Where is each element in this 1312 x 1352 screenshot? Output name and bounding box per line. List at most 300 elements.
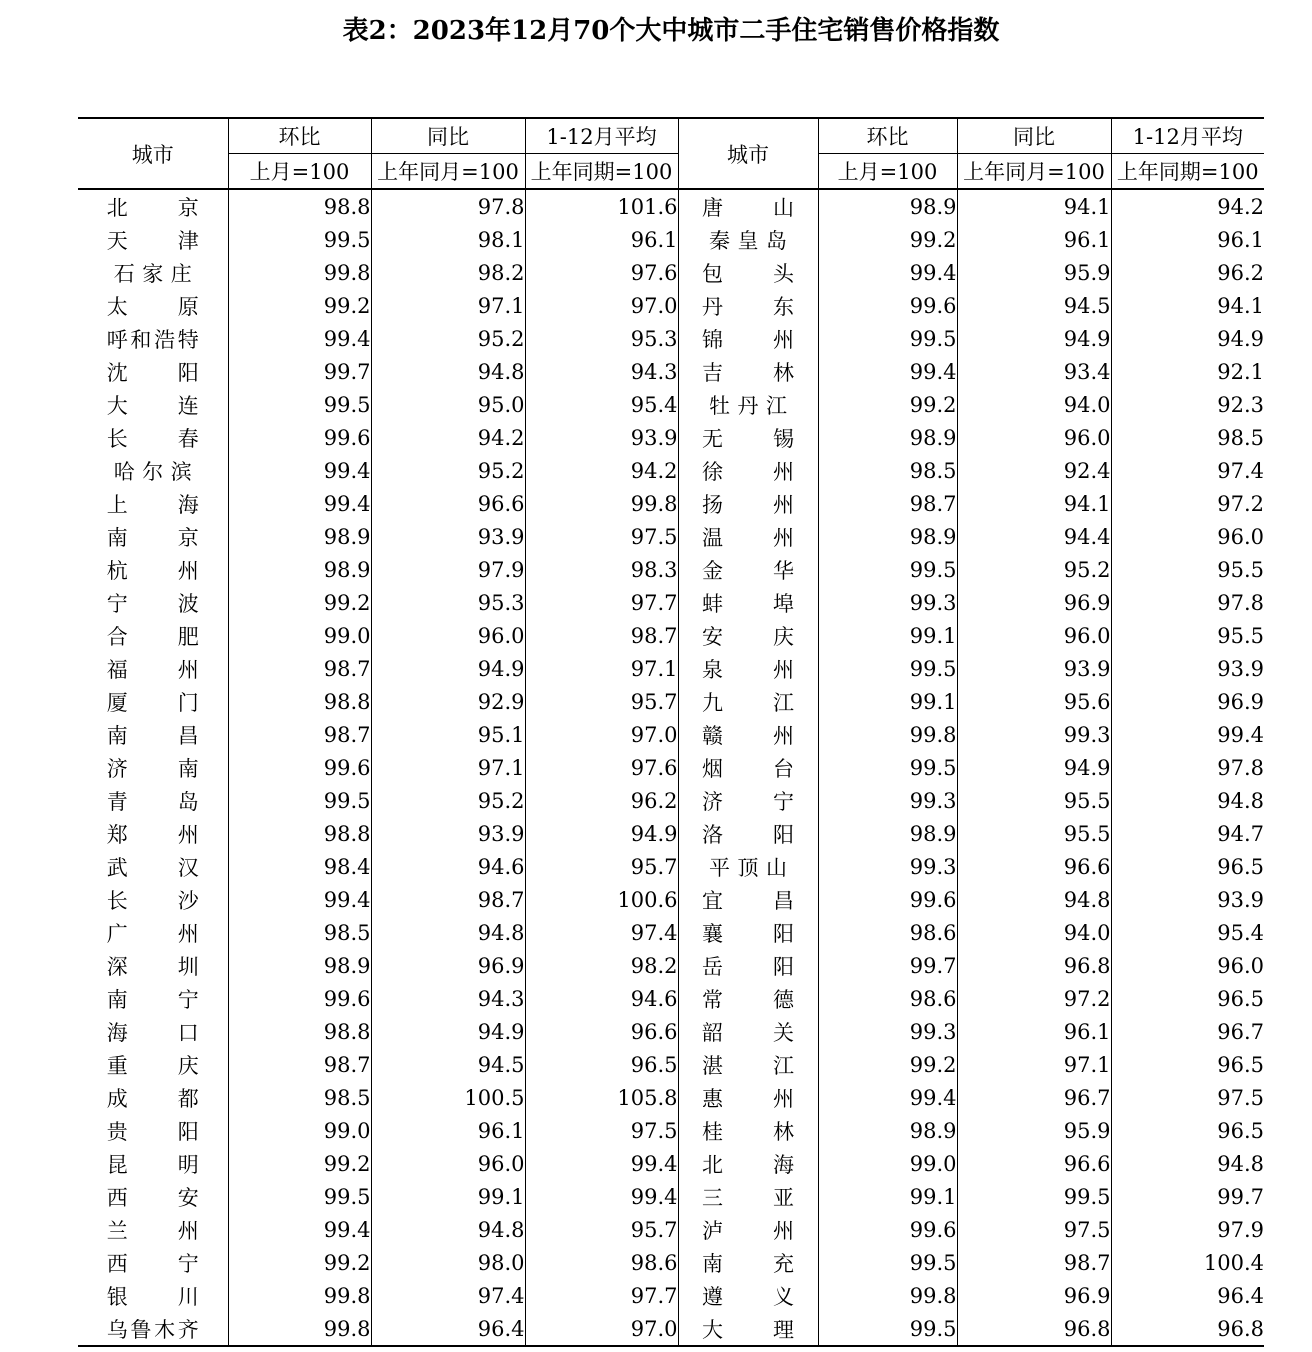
- header-city-left: 城市: [78, 118, 228, 189]
- city-cell-right: [678, 586, 818, 619]
- yoy-value-left: 98.7: [371, 883, 525, 916]
- avg-value-right: 94.8: [1111, 1147, 1264, 1180]
- avg-value-right: 94.9: [1111, 322, 1264, 355]
- yoy-value-left: 93.9: [371, 520, 525, 553]
- city-name: 宜昌: [702, 888, 794, 913]
- city-name: 洛阳: [702, 822, 794, 847]
- avg-value-right: 97.5: [1111, 1081, 1264, 1114]
- avg-value-right: 92.3: [1111, 388, 1264, 421]
- mom-value-right: 99.5: [818, 1312, 957, 1346]
- avg-value-right: 94.8: [1111, 784, 1264, 817]
- city-name: 武汉: [106, 855, 199, 880]
- table-row: [78, 1180, 1264, 1213]
- city-name: 沈阳: [106, 360, 199, 385]
- city-name: 常德: [702, 987, 794, 1012]
- mom-value-left: 99.4: [228, 1213, 371, 1246]
- mom-value-left: 98.4: [228, 850, 371, 883]
- yoy-value-right: 96.7: [957, 1081, 1111, 1114]
- mom-value-right: 99.3: [818, 1015, 957, 1048]
- avg-value-right: 97.8: [1111, 586, 1264, 619]
- mom-value-right: 99.8: [818, 1279, 957, 1312]
- city-name: 天津: [106, 228, 199, 253]
- city-cell-right: [678, 1114, 818, 1147]
- avg-value-right: 94.1: [1111, 289, 1264, 322]
- yoy-value-right: 94.5: [957, 289, 1111, 322]
- header-yoy-base-left: 上年同月=100: [371, 154, 525, 190]
- yoy-value-left: 92.9: [371, 685, 525, 718]
- city-name: 安庆: [702, 624, 794, 649]
- yoy-value-right: 99.5: [957, 1180, 1111, 1213]
- mom-value-right: 99.5: [818, 652, 957, 685]
- avg-value-right: 95.4: [1111, 916, 1264, 949]
- table-row: [78, 256, 1264, 289]
- avg-value-left: 95.7: [525, 685, 678, 718]
- yoy-value-left: 94.9: [371, 652, 525, 685]
- city-name: 丹东: [702, 294, 794, 319]
- table-body: [78, 189, 1264, 1346]
- avg-value-right: 96.0: [1111, 520, 1264, 553]
- mom-value-right: 98.9: [818, 189, 957, 223]
- table-row: [78, 652, 1264, 685]
- city-cell-right: [678, 553, 818, 586]
- mom-value-right: 99.4: [818, 256, 957, 289]
- city-cell-right: [678, 883, 818, 916]
- table-row: [78, 421, 1264, 454]
- city-cell-left: [78, 619, 228, 652]
- avg-value-right: 96.5: [1111, 1114, 1264, 1147]
- mom-value-left: 98.8: [228, 189, 371, 223]
- city-cell-left: [78, 1147, 228, 1180]
- table-row: [78, 553, 1264, 586]
- mom-value-right: 99.1: [818, 619, 957, 652]
- avg-value-right: 96.5: [1111, 1048, 1264, 1081]
- header-city-right: 城市: [678, 118, 818, 189]
- mom-value-left: 99.2: [228, 1246, 371, 1279]
- city-name: 桂林: [702, 1119, 794, 1144]
- mom-value-left: 99.8: [228, 1279, 371, 1312]
- mom-value-left: 99.4: [228, 454, 371, 487]
- mom-value-right: 99.3: [818, 850, 957, 883]
- yoy-value-right: 94.0: [957, 388, 1111, 421]
- city-name: 福州: [106, 657, 199, 682]
- city-cell-left: [78, 685, 228, 718]
- city-cell-right: [678, 1180, 818, 1213]
- table-row: [78, 355, 1264, 388]
- mom-value-left: 99.4: [228, 487, 371, 520]
- avg-value-left: 94.9: [525, 817, 678, 850]
- mom-value-right: 99.2: [818, 223, 957, 256]
- mom-value-left: 99.5: [228, 784, 371, 817]
- city-name: 广州: [106, 921, 199, 946]
- table-row: [78, 487, 1264, 520]
- yoy-value-left: 96.6: [371, 487, 525, 520]
- city-name: 金华: [702, 558, 794, 583]
- mom-value-right: 99.8: [818, 718, 957, 751]
- table-row: [78, 850, 1264, 883]
- city-cell-right: [678, 982, 818, 1015]
- city-cell-right: [678, 256, 818, 289]
- city-cell-left: [78, 454, 228, 487]
- avg-value-left: 99.8: [525, 487, 678, 520]
- avg-value-left: 94.2: [525, 454, 678, 487]
- city-cell-right: [678, 322, 818, 355]
- mom-value-right: 98.6: [818, 916, 957, 949]
- mom-value-right: 98.9: [818, 520, 957, 553]
- avg-value-left: 97.5: [525, 1114, 678, 1147]
- table-row: [78, 916, 1264, 949]
- mom-value-right: 98.9: [818, 421, 957, 454]
- city-name: 烟台: [702, 756, 794, 781]
- table-row: [78, 817, 1264, 850]
- city-name: 南充: [702, 1251, 794, 1276]
- city-name: 石家庄: [113, 261, 192, 286]
- city-name: 岳阳: [702, 954, 794, 979]
- avg-value-left: 100.6: [525, 883, 678, 916]
- city-cell-right: [678, 189, 818, 223]
- mom-value-right: 99.4: [818, 1081, 957, 1114]
- mom-value-left: 98.8: [228, 817, 371, 850]
- city-cell-left: [78, 1081, 228, 1114]
- yoy-value-right: 95.2: [957, 553, 1111, 586]
- yoy-value-right: 95.6: [957, 685, 1111, 718]
- city-cell-right: [678, 916, 818, 949]
- city-cell-right: [678, 289, 818, 322]
- yoy-value-left: 99.1: [371, 1180, 525, 1213]
- mom-value-left: 99.0: [228, 1114, 371, 1147]
- city-cell-left: [78, 916, 228, 949]
- table-row: [78, 1081, 1264, 1114]
- avg-value-left: 98.2: [525, 949, 678, 982]
- city-cell-right: [678, 421, 818, 454]
- mom-value-left: 99.8: [228, 1312, 371, 1346]
- city-name: 合肥: [106, 624, 199, 649]
- city-cell-left: [78, 553, 228, 586]
- yoy-value-right: 96.9: [957, 1279, 1111, 1312]
- header-avg-base-left: 上年同期=100: [525, 154, 678, 190]
- city-cell-left: [78, 982, 228, 1015]
- yoy-value-left: 95.2: [371, 454, 525, 487]
- city-cell-right: [678, 223, 818, 256]
- yoy-value-left: 94.8: [371, 355, 525, 388]
- yoy-value-right: 94.9: [957, 751, 1111, 784]
- yoy-value-right: 96.6: [957, 850, 1111, 883]
- city-name: 宁波: [106, 591, 199, 616]
- avg-value-left: 93.9: [525, 421, 678, 454]
- city-cell-right: [678, 1213, 818, 1246]
- header-yoy-base-right: 上年同月=100: [957, 154, 1111, 190]
- yoy-value-left: 96.9: [371, 949, 525, 982]
- avg-value-right: 99.7: [1111, 1180, 1264, 1213]
- yoy-value-right: 97.2: [957, 982, 1111, 1015]
- city-cell-left: [78, 421, 228, 454]
- avg-value-right: 95.5: [1111, 619, 1264, 652]
- city-name: 乌鲁木齐: [106, 1317, 199, 1342]
- city-name: 赣州: [702, 723, 794, 748]
- city-cell-left: [78, 487, 228, 520]
- mom-value-left: 99.0: [228, 619, 371, 652]
- table-row: [78, 1312, 1264, 1346]
- city-cell-left: [78, 1246, 228, 1279]
- yoy-value-right: 94.0: [957, 916, 1111, 949]
- yoy-value-right: 97.1: [957, 1048, 1111, 1081]
- city-cell-right: [678, 1312, 818, 1346]
- avg-value-left: 105.8: [525, 1081, 678, 1114]
- mom-value-left: 99.6: [228, 751, 371, 784]
- city-cell-right: [678, 784, 818, 817]
- mom-value-left: 98.9: [228, 553, 371, 586]
- mom-value-right: 98.6: [818, 982, 957, 1015]
- yoy-value-right: 96.0: [957, 619, 1111, 652]
- mom-value-left: 99.5: [228, 1180, 371, 1213]
- avg-value-left: 96.5: [525, 1048, 678, 1081]
- city-cell-left: [78, 652, 228, 685]
- yoy-value-left: 97.1: [371, 751, 525, 784]
- avg-value-left: 98.3: [525, 553, 678, 586]
- city-cell-left: [78, 1279, 228, 1312]
- city-name: 西安: [106, 1185, 199, 1210]
- avg-value-right: 92.1: [1111, 355, 1264, 388]
- city-name: 长沙: [106, 888, 199, 913]
- city-name: 济宁: [702, 789, 794, 814]
- city-cell-right: [678, 1048, 818, 1081]
- yoy-value-right: 94.9: [957, 322, 1111, 355]
- yoy-value-left: 94.5: [371, 1048, 525, 1081]
- avg-value-left: 94.6: [525, 982, 678, 1015]
- mom-value-right: 99.2: [818, 388, 957, 421]
- yoy-value-left: 93.9: [371, 817, 525, 850]
- city-name: 泸州: [702, 1218, 794, 1243]
- city-cell-right: [678, 1147, 818, 1180]
- avg-value-left: 94.3: [525, 355, 678, 388]
- avg-value-left: 97.0: [525, 718, 678, 751]
- city-name: 大连: [106, 393, 199, 418]
- city-cell-right: [678, 1081, 818, 1114]
- avg-value-left: 97.5: [525, 520, 678, 553]
- table-row: [78, 1114, 1264, 1147]
- table-row: [78, 1048, 1264, 1081]
- mom-value-right: 99.4: [818, 355, 957, 388]
- city-name: 襄阳: [702, 921, 794, 946]
- yoy-value-right: 96.1: [957, 223, 1111, 256]
- avg-value-left: 97.0: [525, 1312, 678, 1346]
- avg-value-left: 97.4: [525, 916, 678, 949]
- mom-value-left: 99.6: [228, 982, 371, 1015]
- city-cell-right: [678, 1279, 818, 1312]
- yoy-value-left: 94.9: [371, 1015, 525, 1048]
- city-name: 南宁: [106, 987, 199, 1012]
- city-cell-left: [78, 718, 228, 751]
- city-name: 海口: [106, 1020, 199, 1045]
- avg-value-left: 99.4: [525, 1180, 678, 1213]
- avg-value-left: 95.7: [525, 850, 678, 883]
- city-cell-right: [678, 487, 818, 520]
- city-name: 重庆: [106, 1053, 199, 1078]
- avg-value-right: 96.2: [1111, 256, 1264, 289]
- mom-value-left: 98.7: [228, 718, 371, 751]
- avg-value-right: 95.5: [1111, 553, 1264, 586]
- table-row: [78, 388, 1264, 421]
- avg-value-right: 96.5: [1111, 982, 1264, 1015]
- city-name: 成都: [106, 1086, 199, 1111]
- yoy-value-left: 97.4: [371, 1279, 525, 1312]
- yoy-value-right: 94.1: [957, 189, 1111, 223]
- city-cell-left: [78, 388, 228, 421]
- mom-value-left: 99.5: [228, 388, 371, 421]
- table-row: [78, 289, 1264, 322]
- city-name: 兰州: [106, 1218, 199, 1243]
- city-name: 太原: [106, 294, 199, 319]
- yoy-value-left: 94.8: [371, 916, 525, 949]
- avg-value-right: 99.4: [1111, 718, 1264, 751]
- avg-value-left: 97.7: [525, 586, 678, 619]
- mom-value-right: 98.9: [818, 1114, 957, 1147]
- avg-value-left: 96.1: [525, 223, 678, 256]
- mom-value-right: 99.6: [818, 1213, 957, 1246]
- mom-value-left: 98.7: [228, 1048, 371, 1081]
- avg-value-right: 93.9: [1111, 883, 1264, 916]
- mom-value-left: 99.4: [228, 322, 371, 355]
- avg-value-right: 96.0: [1111, 949, 1264, 982]
- table-row: [78, 189, 1264, 223]
- mom-value-right: 99.1: [818, 685, 957, 718]
- yoy-value-left: 96.0: [371, 619, 525, 652]
- city-name: 秦皇岛: [709, 228, 787, 253]
- yoy-value-left: 97.9: [371, 553, 525, 586]
- mom-value-left: 98.8: [228, 685, 371, 718]
- city-name: 吉林: [702, 360, 794, 385]
- city-name: 平顶山: [709, 855, 787, 880]
- mom-value-right: 99.5: [818, 553, 957, 586]
- city-cell-right: [678, 850, 818, 883]
- mom-value-right: 99.7: [818, 949, 957, 982]
- mom-value-right: 99.2: [818, 1048, 957, 1081]
- city-name: 九江: [702, 690, 794, 715]
- city-name: 大理: [702, 1317, 794, 1342]
- header-yoy-right: 同比: [957, 118, 1111, 154]
- city-name: 包头: [702, 261, 794, 286]
- city-cell-right: [678, 751, 818, 784]
- mom-value-left: 99.5: [228, 223, 371, 256]
- city-cell-left: [78, 1114, 228, 1147]
- yoy-value-right: 97.5: [957, 1213, 1111, 1246]
- city-cell-right: [678, 1015, 818, 1048]
- table-row: [78, 949, 1264, 982]
- yoy-value-left: 96.4: [371, 1312, 525, 1346]
- city-name: 扬州: [702, 492, 794, 517]
- avg-value-right: 96.1: [1111, 223, 1264, 256]
- avg-value-right: 96.7: [1111, 1015, 1264, 1048]
- yoy-value-left: 96.1: [371, 1114, 525, 1147]
- city-cell-left: [78, 1180, 228, 1213]
- yoy-value-right: 95.5: [957, 784, 1111, 817]
- yoy-value-left: 98.1: [371, 223, 525, 256]
- city-cell-left: [78, 289, 228, 322]
- mom-value-left: 99.8: [228, 256, 371, 289]
- table-row: [78, 718, 1264, 751]
- avg-value-left: 96.6: [525, 1015, 678, 1048]
- avg-value-left: 97.6: [525, 751, 678, 784]
- city-name: 北京: [106, 195, 199, 220]
- yoy-value-left: 95.2: [371, 784, 525, 817]
- mom-value-right: 99.5: [818, 1246, 957, 1279]
- city-name: 呼和浩特: [106, 327, 199, 352]
- avg-value-left: 95.7: [525, 1213, 678, 1246]
- city-name: 惠州: [702, 1086, 794, 1111]
- city-name: 锦州: [702, 327, 794, 352]
- city-cell-left: [78, 850, 228, 883]
- header-mom-right: 环比: [818, 118, 957, 154]
- mom-value-left: 99.4: [228, 883, 371, 916]
- city-cell-left: [78, 256, 228, 289]
- avg-value-left: 98.7: [525, 619, 678, 652]
- city-cell-right: [678, 718, 818, 751]
- yoy-value-right: 93.4: [957, 355, 1111, 388]
- yoy-value-right: 92.4: [957, 454, 1111, 487]
- yoy-value-left: 97.1: [371, 289, 525, 322]
- city-name: 济南: [106, 756, 199, 781]
- yoy-value-left: 100.5: [371, 1081, 525, 1114]
- yoy-value-left: 98.2: [371, 256, 525, 289]
- avg-value-right: 100.4: [1111, 1246, 1264, 1279]
- avg-value-left: 95.3: [525, 322, 678, 355]
- mom-value-left: 98.7: [228, 652, 371, 685]
- yoy-value-right: 96.8: [957, 1312, 1111, 1346]
- avg-value-left: 98.6: [525, 1246, 678, 1279]
- city-name: 徐州: [702, 459, 794, 484]
- yoy-value-right: 94.8: [957, 883, 1111, 916]
- page-title: 表2：2023年12月70个大中城市二手住宅销售价格指数: [342, 16, 1000, 46]
- yoy-value-left: 96.0: [371, 1147, 525, 1180]
- yoy-value-right: 96.8: [957, 949, 1111, 982]
- table-row: [78, 619, 1264, 652]
- city-name: 上海: [106, 492, 199, 517]
- city-cell-right: [678, 388, 818, 421]
- header-avg-base-right: 上年同期=100: [1111, 154, 1264, 190]
- avg-value-left: 99.4: [525, 1147, 678, 1180]
- city-cell-right: [678, 355, 818, 388]
- mom-value-left: 98.9: [228, 520, 371, 553]
- city-cell-left: [78, 189, 228, 223]
- city-name: 厦门: [106, 690, 199, 715]
- avg-value-right: 98.5: [1111, 421, 1264, 454]
- avg-value-right: 97.2: [1111, 487, 1264, 520]
- yoy-value-left: 94.6: [371, 850, 525, 883]
- city-cell-right: [678, 685, 818, 718]
- yoy-value-left: 95.3: [371, 586, 525, 619]
- city-name: 湛江: [702, 1053, 794, 1078]
- yoy-value-right: 96.1: [957, 1015, 1111, 1048]
- avg-value-right: 97.8: [1111, 751, 1264, 784]
- city-cell-right: [678, 454, 818, 487]
- yoy-value-left: 95.2: [371, 322, 525, 355]
- city-cell-left: [78, 1048, 228, 1081]
- mom-value-left: 99.2: [228, 586, 371, 619]
- mom-value-right: 99.3: [818, 586, 957, 619]
- mom-value-right: 99.5: [818, 751, 957, 784]
- avg-value-left: 96.2: [525, 784, 678, 817]
- yoy-value-left: 98.0: [371, 1246, 525, 1279]
- mom-value-left: 99.2: [228, 289, 371, 322]
- city-name: 韶关: [702, 1020, 794, 1045]
- header-avg-left: 1-12月平均: [525, 118, 678, 154]
- city-cell-right: [678, 949, 818, 982]
- city-name: 哈尔滨: [113, 459, 192, 484]
- table-row: [78, 685, 1264, 718]
- yoy-value-left: 97.8: [371, 189, 525, 223]
- mom-value-left: 98.8: [228, 1015, 371, 1048]
- city-name: 无锡: [702, 426, 794, 451]
- avg-value-right: 94.2: [1111, 189, 1264, 223]
